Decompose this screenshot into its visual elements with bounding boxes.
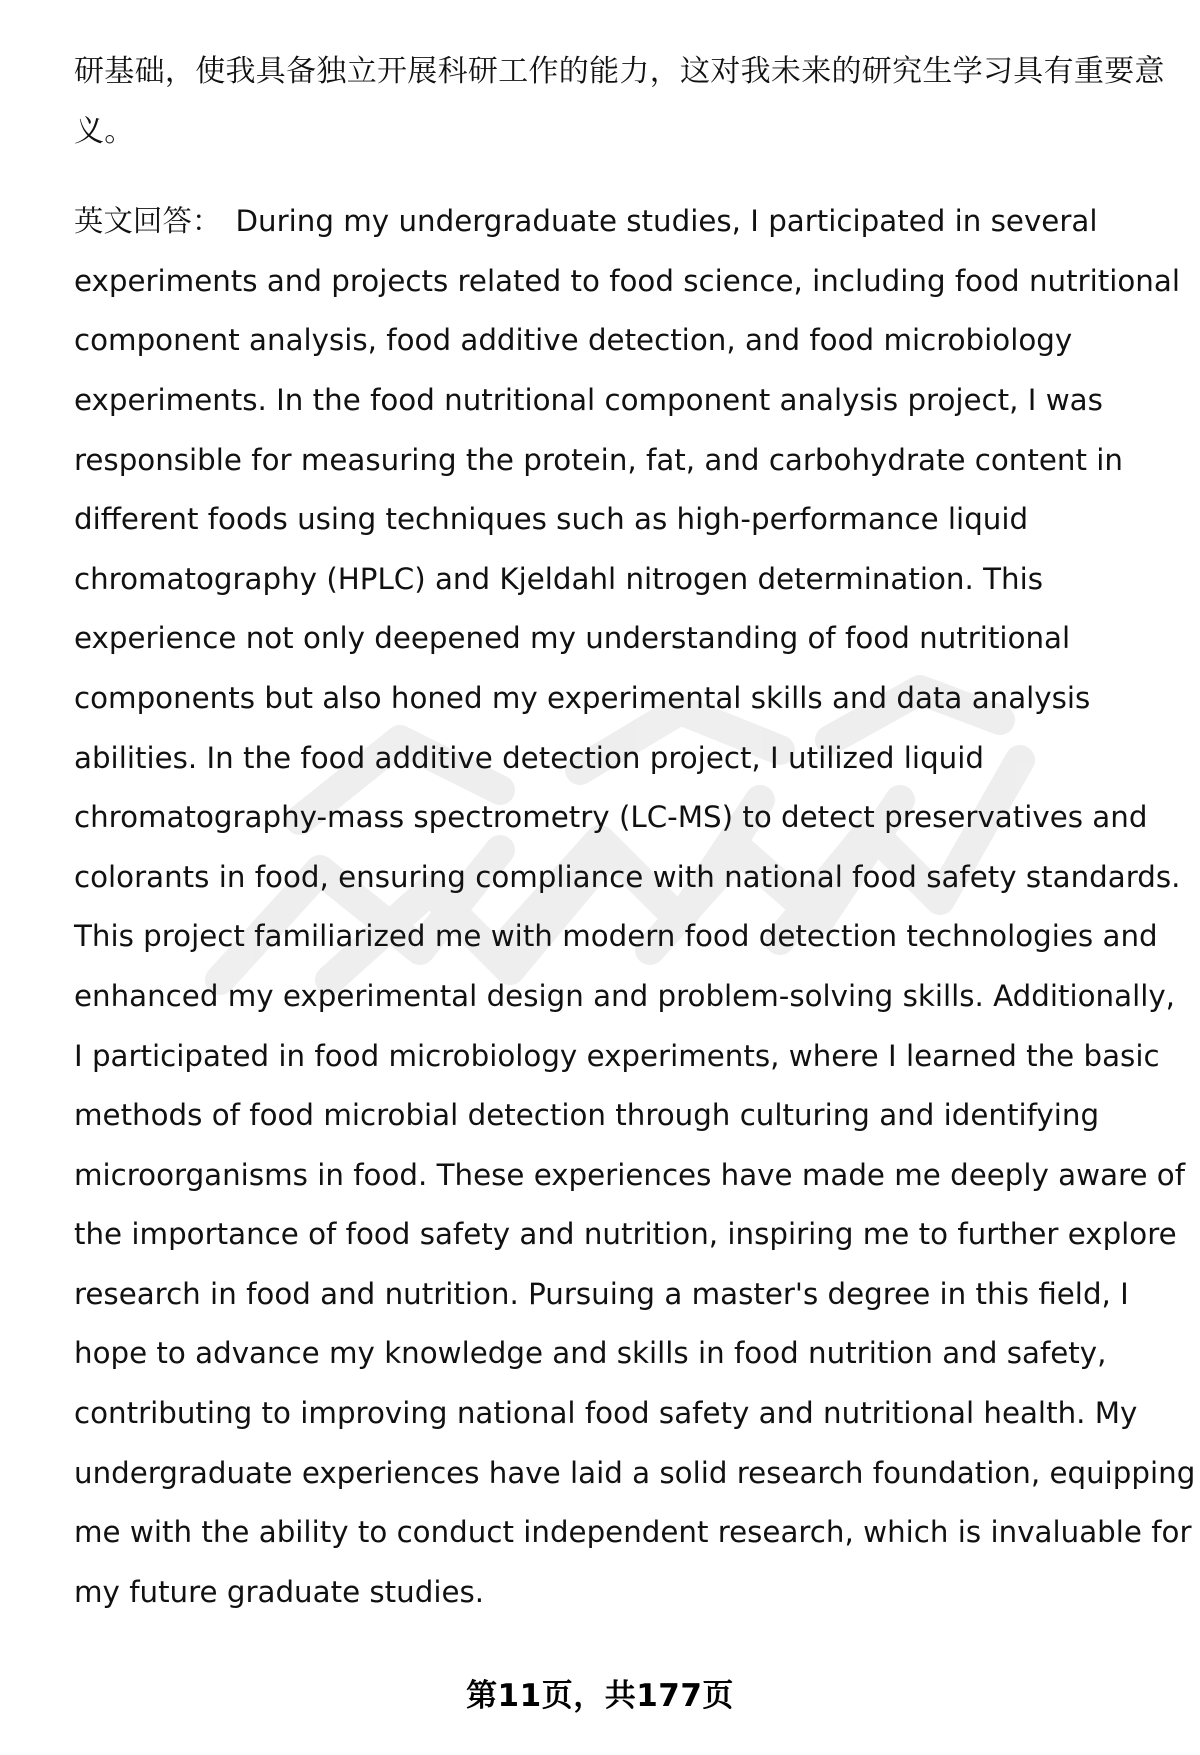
text-line: microorganisms in food. These experiences have made me deeply aware of bbox=[74, 1157, 1186, 1192]
text-line: undergraduate experiences have laid a solid research foundation, equipping bbox=[74, 1455, 1196, 1490]
text-line: chromatography-mass spectrometry (LC-MS) to detect preservatives and bbox=[74, 800, 1148, 835]
text-line: 研基础，使我具备独立开展科研工作的能力，这对我未来的研究生学习具有重要意 bbox=[74, 54, 1165, 89]
text-line: research in food and nutrition. Pursuing a master's degree in this field, I bbox=[74, 1276, 1129, 1311]
text-line: component analysis, food additive detection, and food microbiology bbox=[74, 323, 1073, 358]
text-line: 义。 bbox=[74, 113, 135, 149]
text-line: colorants in food, ensuring compliance with national food safety standards. bbox=[74, 859, 1181, 894]
text-line: contributing to improving national food safety and nutritional health. My bbox=[74, 1396, 1138, 1431]
page-content bbox=[74, 42, 1196, 1622]
text-line: hope to advance my knowledge and skills in food nutrition and safety, bbox=[74, 1336, 1107, 1371]
english-answer-paragraph bbox=[74, 192, 1196, 1622]
text-line: responsible for measuring the protein, fat, and carbohydrate content in bbox=[74, 442, 1123, 477]
chinese-paragraph bbox=[74, 42, 1164, 161]
text-line: my future graduate studies. bbox=[74, 1574, 485, 1609]
text-line: I participated in food microbiology experiments, where I learned the basic bbox=[74, 1038, 1160, 1073]
answer-line-text: During my undergraduate studies, I participated in several bbox=[235, 204, 1098, 239]
text-line: chromatography (HPLC) and Kjeldahl nitrogen determination. This bbox=[74, 561, 1043, 596]
text-line: me with the ability to conduct independent research, which is invaluable for bbox=[74, 1515, 1192, 1550]
text-line: experiments and projects related to food science, including food nutritional bbox=[74, 263, 1180, 298]
text-line bbox=[74, 192, 1164, 252]
text-line: methods of food microbial detection through culturing and identifying bbox=[74, 1098, 1100, 1133]
answer-label: 英文回答： bbox=[74, 204, 222, 239]
text-line: the importance of food safety and nutrition, inspiring me to further explore bbox=[74, 1217, 1177, 1252]
text-line: enhanced my experimental design and problem-solving skills. Additionally, bbox=[74, 978, 1175, 1013]
text-line: different foods using techniques such as high-performance liquid bbox=[74, 502, 1029, 537]
text-line: experience not only deepened my understanding of food nutritional bbox=[74, 621, 1071, 656]
text-line: components but also honed my experimental skills and data analysis bbox=[74, 680, 1091, 715]
text-line: This project familiarized me with modern food detection technologies and bbox=[74, 919, 1158, 954]
text-line: abilities. In the food additive detection project, I utilized liquid bbox=[74, 740, 984, 775]
text-line: experiments. In the food nutritional component analysis project, I was bbox=[74, 382, 1103, 417]
page-number-footer: 第11页，共177页 bbox=[466, 1678, 734, 1714]
